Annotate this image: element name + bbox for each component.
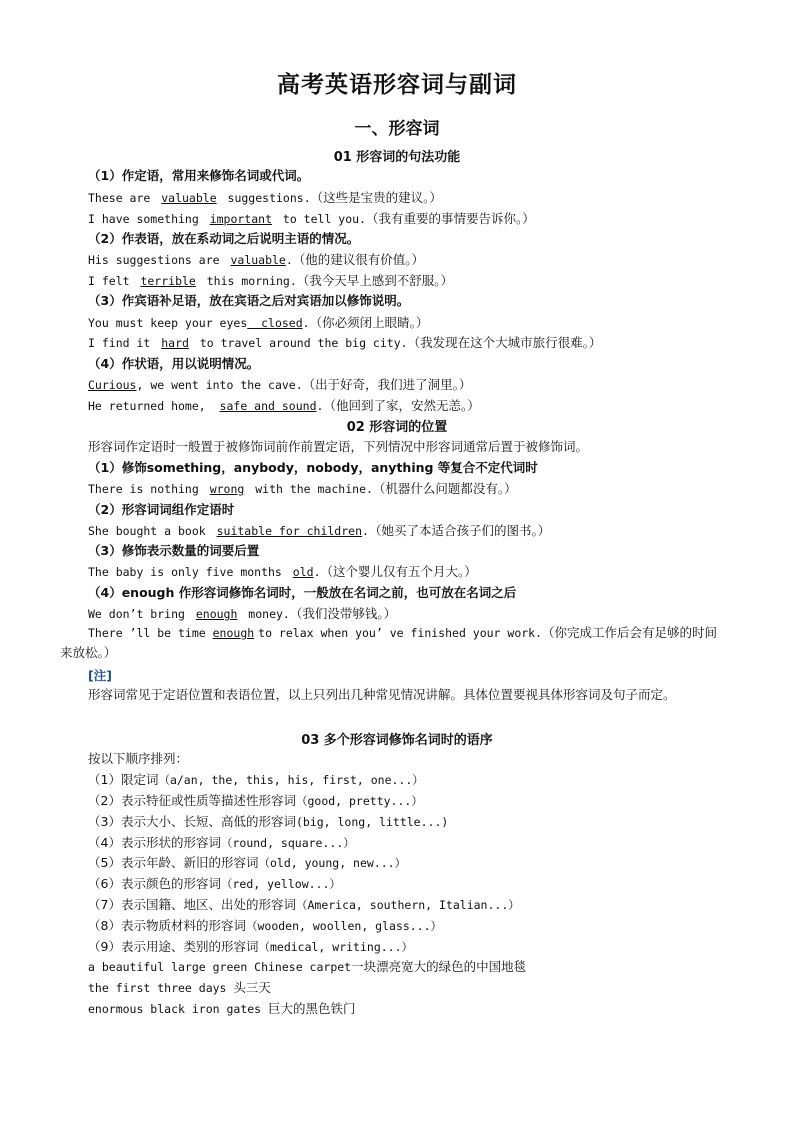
page-title: 高考英语形容词与副词 <box>277 72 517 98</box>
intro-paragraph: 形容词作定语时一般置于被修饰词前作前置定语，下列情况中形容词通常后置于被修饰词。 <box>88 439 589 454</box>
order-item: （4）表示形状的形容词（round, square...） <box>88 835 355 850</box>
order-example: enormous black iron gates 巨大的黑色铁门 <box>88 1001 356 1016</box>
example-sentence: You must keep your eyes closed.（你必须闭上眼睛。） <box>88 315 429 330</box>
example-sentence: I felt terrible this morning.（我今天早上感到不舒服。） <box>88 273 454 288</box>
note-paragraph: 形容词常见于定语位置和表语位置，以上只列出几种常见情况讲解。具体位置要视具体形容词及句子而定。 <box>88 687 676 702</box>
example-sentence: There is nothing wrong with the machine.（机器什么问题都没有。） <box>88 481 517 496</box>
order-example: the first three days 头三天 <box>88 980 271 995</box>
order-item: （3）表示大小、长短、高低的形容词(big, long, little...) <box>88 814 449 829</box>
example-sentence: The baby is only five months old.（这个婴儿仅有五个月大。） <box>88 564 477 579</box>
example-sentence: His suggestions are valuable.（他的建议很有价值。） <box>88 252 425 267</box>
order-item: （7）表示国籍、地区、出处的形容词（America, southern, Italian...） <box>88 897 520 912</box>
example-sentence-wrapped: There ’ll be time enough to relax when you’ ve finished your work.（你完成工作后会有足够的时间来放松。） <box>60 625 718 660</box>
example-sentence: These are valuable suggestions.（这些是宝贵的建议。） <box>88 190 442 205</box>
note-label: [注] <box>88 668 112 683</box>
section-heading-adjectives: 一、形容词 <box>354 119 440 139</box>
rule-heading: （3）修饰表示数量的词要后置 <box>88 543 260 558</box>
order-item: （2）表示特征或性质等描述性形容词（good, pretty...） <box>88 793 423 808</box>
example-sentence: She bought a book suitable for children.（她买了本适合孩子们的图书。） <box>88 523 551 538</box>
order-example: a beautiful large green Chinese carpet一块漂亮宽大的绿色的中国地毯 <box>88 959 527 974</box>
rule-heading: （4）作状语，用以说明情况。 <box>88 356 260 371</box>
order-item: （8）表示物质材料的形容词（wooden, woollen, glass...） <box>88 918 443 933</box>
example-sentence: I find it hard to travel around the big city.（我发现在这个大城市旅行很难。） <box>88 335 602 350</box>
order-intro: 按以下顺序排列： <box>88 751 189 766</box>
example-sentence: I have something important to tell you.（我有重要的事情要告诉你。） <box>88 211 535 226</box>
subsection-heading-01: 01 形容词的句法功能 <box>333 150 461 165</box>
rule-heading: （1）作定语，常用来修饰名词或代词。 <box>88 168 310 183</box>
example-sentence: He returned home, safe and sound.（他回到了家，安然无恙。） <box>88 398 480 413</box>
rule-heading: （2）形容词词组作定语时 <box>88 502 235 517</box>
rule-heading: （1）修饰something，anybody，nobody，anything 等复合不定代词时 <box>88 460 538 475</box>
order-item: （1）限定词（a/an, the, this, his, first, one...） <box>88 772 424 787</box>
rule-heading: （3）作宾语补足语，放在宾语之后对宾语加以修饰说明。 <box>88 293 410 308</box>
example-sentence: Curious, we went into the cave.（出于好奇，我们进了洞里。） <box>88 377 472 392</box>
order-item: （6）表示颜色的形容词（red, yellow...） <box>88 876 341 891</box>
subsection-heading-02: 02 形容词的位置 <box>346 420 448 435</box>
rule-heading: （2）作表语，放在系动词之后说明主语的情况。 <box>88 231 360 246</box>
order-item: （5）表示年龄、新旧的形容词（old, young, new...） <box>88 855 407 870</box>
example-sentence: We don’t bring enough money.（我们没带够钱。） <box>88 606 397 621</box>
subsection-heading-03: 03 多个形容词修饰名词时的语序 <box>301 733 493 748</box>
rule-heading: （4）enough 作形容词修饰名词时，一般放在名词之前，也可放在名词之后 <box>88 585 517 600</box>
order-item: （9）表示用途、类别的形容词（medical, writing...） <box>88 939 414 954</box>
